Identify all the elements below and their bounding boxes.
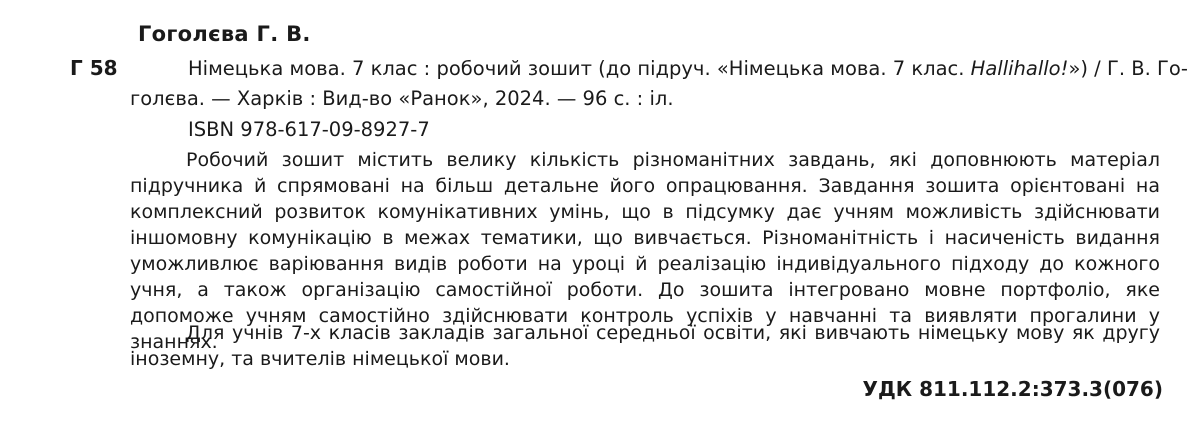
audience-paragraph (130, 320, 1160, 372)
biblio-title-part: Німецька мова. 7 клас : робочий зошит (до підруч. «Німецька мова. 7 клас. (188, 57, 971, 80)
catalog-code: Г 58 (70, 56, 118, 80)
audience-text: Для учнів 7-х класів закладів загальної середньої освіти, які вивчають німецьку мову як другу іноземну, та вчителів німецької мови. (130, 322, 1160, 370)
udk-code: УДК 811.112.2:373.3(076) (862, 377, 1163, 401)
author-heading: Гоголєва Г. В. (138, 22, 311, 46)
biblio-line-1 (188, 56, 1188, 82)
biblio-responsibility: ») / Г. В. Го- (1068, 57, 1188, 80)
isbn: ISBN 978-617-09-8927-7 (188, 118, 430, 141)
annotation-text: Робочий зошит містить велику кількість різноманітних завдань, які доповнюють матеріал підручника й спрямовані на більш детальне його опрацювання. Завдання зошита орієнтовані на комплексний розвиток комунікативних умінь, що в підсумку дає учням можливість здійснювати іншомовну комунікацію в межах тематики, що вивчається. Різноманітність і насиченість видання уможливлює варіювання видів роботи на уроці й реалізацію індивідуального підходу до кожного учня, а також організацію самостійної роботи. До зошита інтегровано мовне портфоліо, яке допоможе учням самостійно здійснювати контроль успіхів у навчанні та виявляти прогалини у знаннях. (130, 149, 1160, 353)
biblio-line-2: голєва. — Харків : Вид-во «Ранок», 2024. — 96 с. : іл. (130, 87, 674, 110)
textbook-series-name: Hallihallo! (970, 57, 1069, 80)
